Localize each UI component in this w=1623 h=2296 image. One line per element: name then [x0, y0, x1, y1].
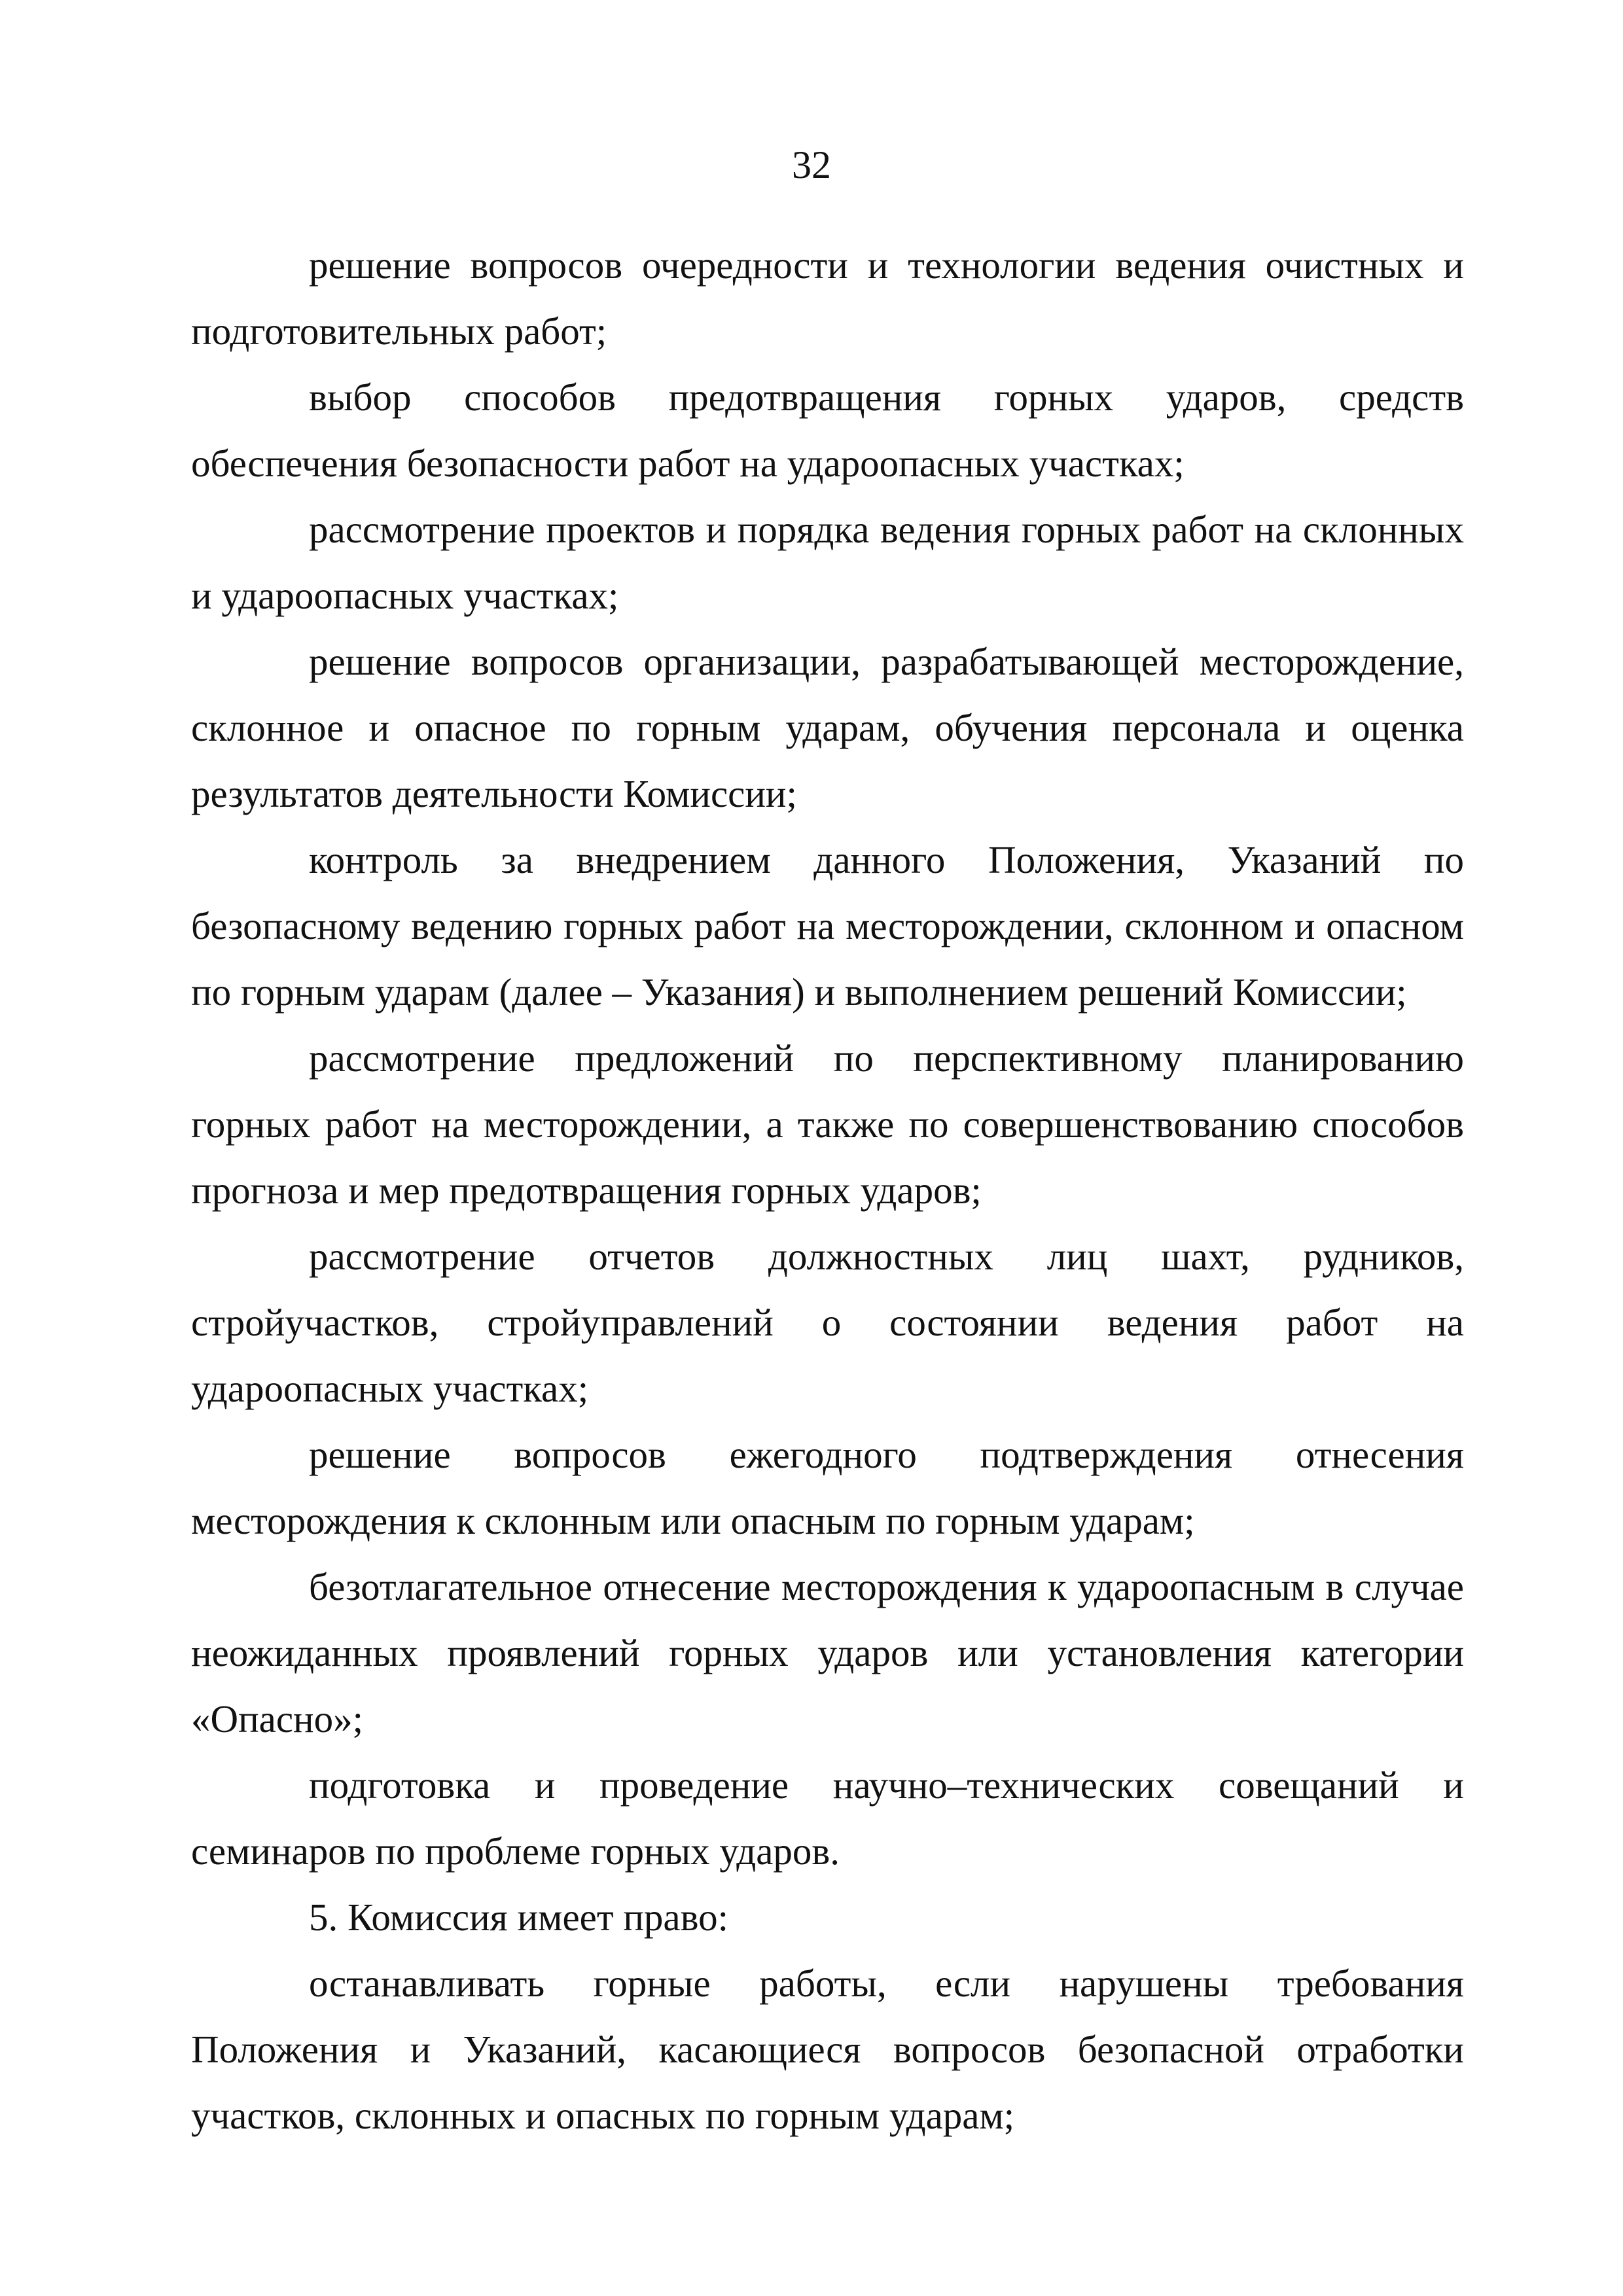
document-body: [191, 232, 1464, 2149]
paragraph-urgent-classification: безотлагательное отнесение месторождения к удароопасным в случае неожиданных проявлений горных ударов или установления категории «Опасно»;: [191, 1565, 1464, 1740]
paragraph-sequence-technology: решение вопросов очередности и технологии ведения очистных и подготовительных работ;: [191, 243, 1464, 353]
paragraph-implementation-control: контроль за внедрением данного Положения, Указаний по безопасному ведению горных работ на месторождении, склонном и опасном по горным ударам (далее – Указания) и выполнением решений Комиссии;: [191, 838, 1464, 1014]
section-heading-commission-rights: 5. Комиссия имеет право:: [309, 1896, 728, 1939]
paragraph-project-review: рассмотрение проектов и порядка ведения горных работ на склонных и удароопасных участках;: [191, 508, 1464, 617]
paragraph-organization-training: решение вопросов организации, разрабатывающей месторождение, склонное и опасное по горным ударам, обучения персонала и оценка результатов деятельности Комиссии;: [191, 640, 1464, 815]
paragraph-annual-confirmation: решение вопросов ежегодного подтверждения отнесения месторождения к склонным или опасным по горным ударам;: [191, 1433, 1464, 1542]
page-number: 32: [792, 143, 831, 186]
paragraph-stop-works: останавливать горные работы, если нарушены требования Положения и Указаний, касающиеся вопросов безопасной отработки участков, склонных и опасных по горным ударам;: [191, 1962, 1464, 2137]
paragraph-reports-review: рассмотрение отчетов должностных лиц шахт, рудников, стройучастков, стройуправлений о состоянии ведения работ на удароопасных участках;: [191, 1235, 1464, 1410]
paragraph-planning-proposals: рассмотрение предложений по перспективному планированию горных работ на месторождении, а также по совершенствованию способов прогноза и мер предотвращения горных ударов;: [191, 1036, 1464, 1212]
paragraph-prevention-methods: выбор способов предотвращения горных ударов, средств обеспечения безопасности работ на удароопасных участках;: [191, 376, 1464, 485]
paragraph-seminars: подготовка и проведение научно–технических совещаний и семинаров по проблеме горных ударов.: [191, 1763, 1464, 1873]
